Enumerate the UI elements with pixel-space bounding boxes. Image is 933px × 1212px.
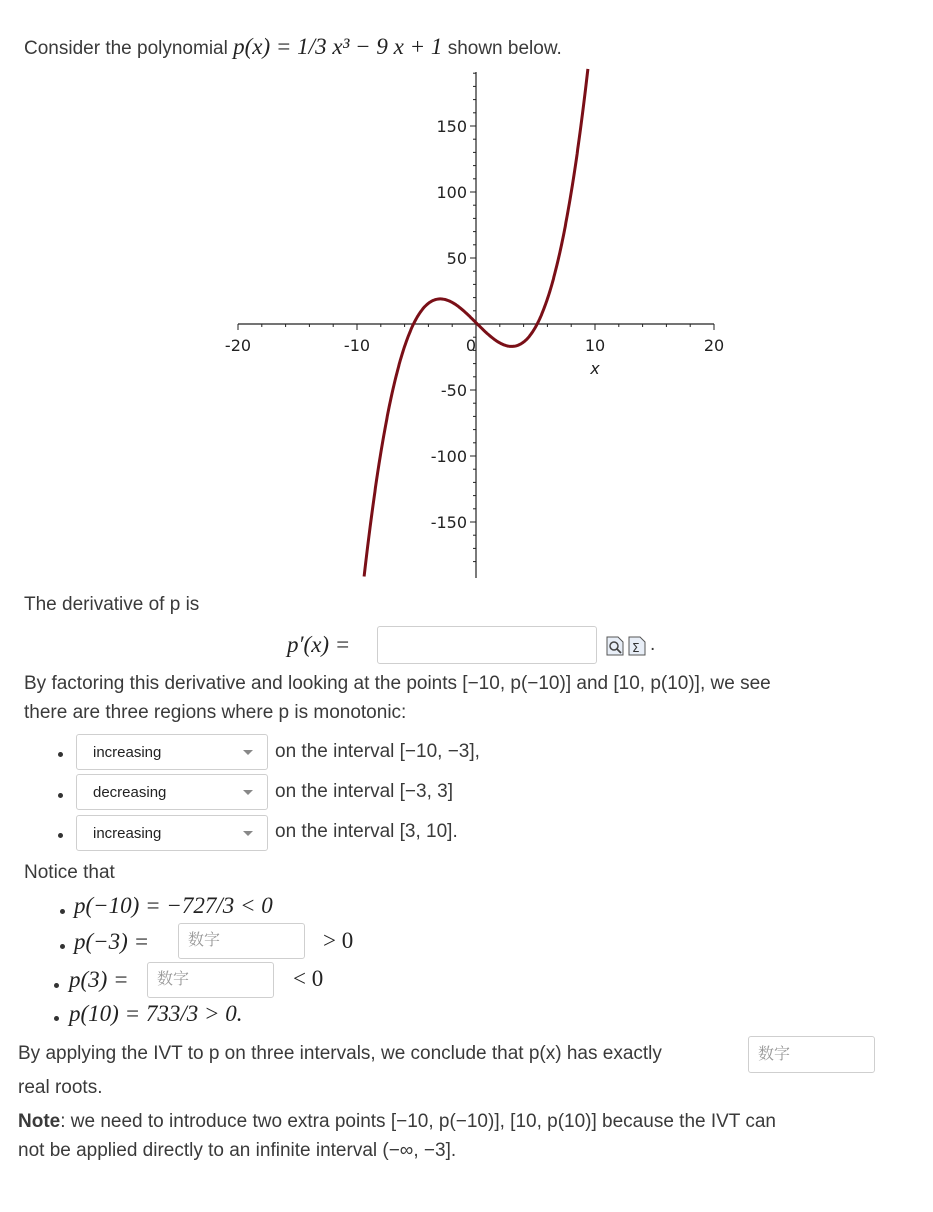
svg-text:Σ: Σ: [632, 641, 640, 655]
note-bold: Note: [18, 1111, 61, 1132]
x-tick-label: 10: [584, 336, 606, 355]
region-3-select[interactable]: [76, 815, 268, 851]
derivative-text: The derivative of p is: [24, 594, 200, 615]
p-3-lhs: p(3) =: [69, 967, 129, 992]
intro-polynomial: p(x) = 1/3 x³ − 9 x + 1: [233, 34, 443, 59]
p-3-input[interactable]: [147, 962, 274, 998]
polynomial-graph: [0, 60, 933, 590]
p-3-rhs: < 0: [293, 966, 324, 991]
note-line-2: not be applied directly to an infinite interval (−∞, −3].: [18, 1140, 457, 1161]
intro-suffix: shown below.: [442, 38, 562, 59]
derivative-input[interactable]: [377, 626, 597, 664]
bullet: [58, 793, 63, 798]
x-axis-label: x: [590, 359, 600, 378]
factoring-line-2: there are three regions where p is monotonic:: [24, 702, 407, 723]
x-tick-label: 20: [703, 336, 725, 355]
x-tick-label: -10: [343, 336, 371, 355]
region-1-value: increasing: [93, 744, 162, 761]
region-1-select[interactable]: [76, 734, 268, 770]
y-tick-label: -50: [440, 381, 467, 400]
region-2-value: decreasing: [93, 784, 167, 801]
y-tick-label: 150: [436, 117, 467, 136]
region-2-select[interactable]: [76, 774, 268, 810]
intro-text: [24, 34, 562, 60]
real-roots-input[interactable]: [748, 1036, 875, 1073]
x-tick-label: 0: [465, 336, 477, 355]
bullet: [58, 752, 63, 757]
derivative-lhs: p′(x) =: [287, 632, 351, 657]
note-line-1: [18, 1111, 776, 1133]
p-minus-3-lhs: p(−3) =: [74, 929, 150, 954]
x-tick-label: -20: [224, 336, 252, 355]
bullet: [60, 909, 65, 914]
factoring-line-1: By factoring this derivative and looking at the points [−10, p(−10)] and [10, p(10)], we see: [24, 673, 771, 694]
x-tick-labels: [225, 336, 724, 378]
y-tick-label: 50: [446, 249, 467, 268]
notice-heading: Notice that: [24, 862, 115, 883]
ivt-text: By applying the IVT to p on three intervals, we conclude that p(x) has exactly: [18, 1043, 662, 1064]
region-3-text: on the interval [3, 10].: [275, 821, 458, 842]
period-mark: .: [650, 634, 656, 655]
equation-editor-icon[interactable]: [628, 636, 646, 656]
p-minus-3-input[interactable]: [178, 923, 305, 959]
y-tick-label: 100: [436, 183, 467, 202]
y-tick-label: -100: [430, 447, 467, 466]
y-tick-label: -150: [430, 513, 467, 532]
ivt-suffix: real roots.: [18, 1077, 103, 1098]
chevron-down-icon: [243, 750, 253, 755]
intro-prefix: Consider the polynomial: [24, 38, 234, 59]
preview-icon[interactable]: [606, 636, 624, 656]
p-minus-3-rhs: > 0: [323, 928, 354, 953]
bullet: [54, 983, 59, 988]
bullet: [58, 833, 63, 838]
chevron-down-icon: [243, 790, 253, 795]
bullet: [54, 1016, 59, 1021]
bullet: [60, 944, 65, 949]
graph-axes: [238, 72, 714, 578]
p-10: p(10) = 733/3 > 0.: [69, 1001, 243, 1026]
region-1-text: on the interval [−10, −3],: [275, 741, 480, 762]
p-minus-10: p(−10) = −727/3 < 0: [74, 893, 273, 918]
region-2-text: on the interval [−3, 3]: [275, 781, 453, 802]
region-3-value: increasing: [93, 825, 162, 842]
note-text-1: : we need to introduce two extra points [−10, p(−10)], [10, p(10)] because the IVT can: [60, 1111, 776, 1132]
chevron-down-icon: [243, 831, 253, 836]
